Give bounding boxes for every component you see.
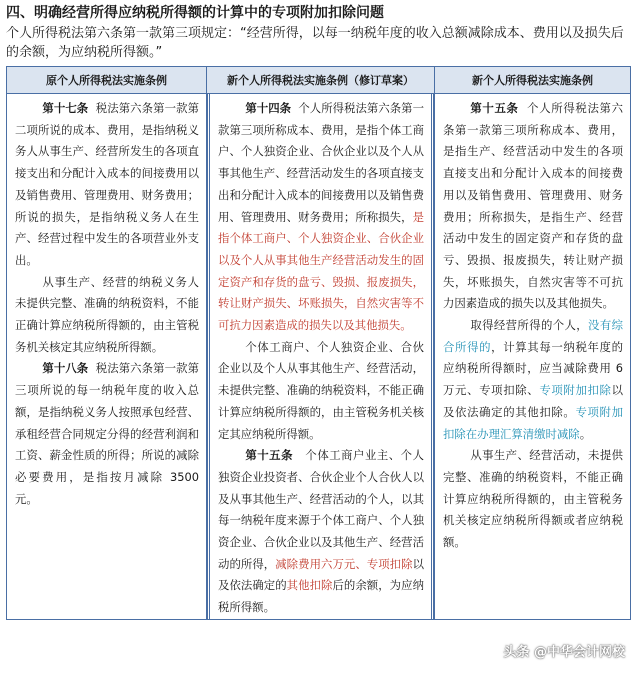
intro-paragraph: 个人所得税法第六条第一款第三项规定：“经营所得，以每一纳税年度的收入总额减除成本、费用以及损失后的余额，为应纳税所得额。” bbox=[6, 26, 624, 60]
comparison-table bbox=[6, 66, 631, 620]
new-article-15-title: 第十五条 bbox=[470, 101, 519, 115]
article-18-ref: 税法第六条 bbox=[95, 361, 154, 376]
new-regulation-cell bbox=[435, 94, 631, 620]
draft-article-14-body: 个人所得税法第六条第一款第三项所称成本、费用，是指个体工商户、个人独资企业、合伙企业以及个人从事其他生产、经营活动发生的各项直接支出和分配计入成本的间接费用以及销售费用、管理费用、财务费用；所称损失， bbox=[218, 101, 424, 224]
new-para2-c: 以及依法确定的其他扣除。 bbox=[443, 383, 623, 419]
column-header-new: 新个人所得税法实施条例 bbox=[435, 67, 631, 94]
column-header-draft: 新个人所得税法实施条例（修订草案） bbox=[207, 67, 435, 94]
new-article-15-body: 个人所得税法第六条第一款第三项所称成本、费用，是指生产、经营活动中发生的各项直接支出和分配计入成本的间接费用以及销售费用、管理费用、财务费用；所称损失，是指生产、经营活动中发生的固定资产和存货的盘亏、毁损、报废损失，转让财产损失，坏账损失，自然灾害等不可抗力因素造成的损失以及其他损失。 bbox=[443, 101, 623, 311]
watermark-text: 头条 @中华会计网校 bbox=[503, 645, 625, 660]
new-para2-highlight-1: 没有综合所得的 bbox=[443, 318, 623, 354]
table-row bbox=[7, 94, 631, 620]
new-para2-a: 取得经营所得的个人， bbox=[470, 318, 589, 333]
article-17-ref: 税法第六条 bbox=[95, 101, 154, 115]
draft-article-15-body: 个体工商户业主、个人独资企业投资者、合伙企业个人合伙人以及从事其他生产、经营活动的个人，以其每一纳税年度来源于个体工商户、个人独资企业、合伙企业以及其他生产、经营活动的所得， bbox=[218, 448, 424, 571]
draft-article-14-title: 第十四条 bbox=[245, 101, 292, 115]
article-17-body: 第一款第二项所说的成本、费用，是指纳税义务人从事生产、经营所发生的各项直接支出和分配计入成本的间接费用以及销售费用、管理费用、财务费用；所说的损失，是指纳税义务人在生产、经营过程中发生的各项营业外支出。 bbox=[15, 101, 199, 267]
new-para2-highlight-2: 专项附加扣除 bbox=[539, 383, 612, 398]
old-regulation-cell bbox=[7, 94, 207, 620]
section-heading: 四、明确经营所得应纳税所得额的计算中的专项附加扣除问题 bbox=[6, 5, 384, 21]
draft-regulation-cell bbox=[207, 94, 435, 620]
article-18-title: 第十八条 bbox=[42, 361, 89, 376]
watermark bbox=[503, 641, 625, 660]
draft-article-15-mid: 以及依法确定的 bbox=[218, 556, 424, 593]
article-18-body: 第一款第三项所说的每一纳税年度的收入总额，是指纳税义务人按照承包经营、承租经营合同规定分得的经营利润和工资、薪金性质的所得；所说的减除必要费用，是指按月减除 3500 元。 bbox=[15, 361, 199, 506]
new-para2-highlight-3: 专项附加扣除在办理汇算清缴时减除 bbox=[443, 404, 623, 441]
draft-article-15-end: 后的余额，为应纳税所得额。 bbox=[218, 578, 424, 615]
new-para2-b: ，计算其每一纳税年度的应纳税所得额时，应当减除费用 6 万元、专项扣除、 bbox=[443, 339, 623, 398]
new-para3: 从事生产、经营活动，未提供完整、准确的纳税资料，不能正确计算应纳税所得额的，由主管税务机关核定应纳税所得额或者应纳税额。 bbox=[443, 448, 623, 550]
table-header-row bbox=[7, 67, 631, 94]
column-header-old: 原个人所得税法实施条例 bbox=[7, 67, 207, 94]
draft-article-14-highlight: 是指个体工商户、个人独资企业、合伙企业以及个人从事其他生产经营活动发生的固定资产和存货的盘亏、毁损、报废损失，转让财产损失、坏账损失，自然灾害等不可抗力因素造成的损失以及其他损失。 bbox=[218, 209, 424, 333]
draft-article-15-title: 第十五条 bbox=[245, 448, 293, 463]
draft-article-15-highlight-2: 其他扣除 bbox=[286, 578, 333, 593]
draft-article-15-highlight-1: 减除费用六万元、专项扣除 bbox=[275, 556, 413, 571]
article-17-para2: 从事生产、经营的纳税义务人未提供完整、准确的纳税资料，不能正确计算应纳税所得额的，由主管税务机关核定其应纳税所得额。 bbox=[15, 274, 199, 354]
new-para2-d: 。 bbox=[579, 426, 592, 441]
article-17-title: 第十七条 bbox=[42, 101, 89, 115]
draft-article-14-para2: 个体工商户、个人独资企业、合伙企业以及个人从事其他生产、经营活动，未提供完整、准确的纳税资料，不能正确计算应纳税所得额的，由主管税务机关核定其应纳税所得额。 bbox=[218, 339, 424, 441]
